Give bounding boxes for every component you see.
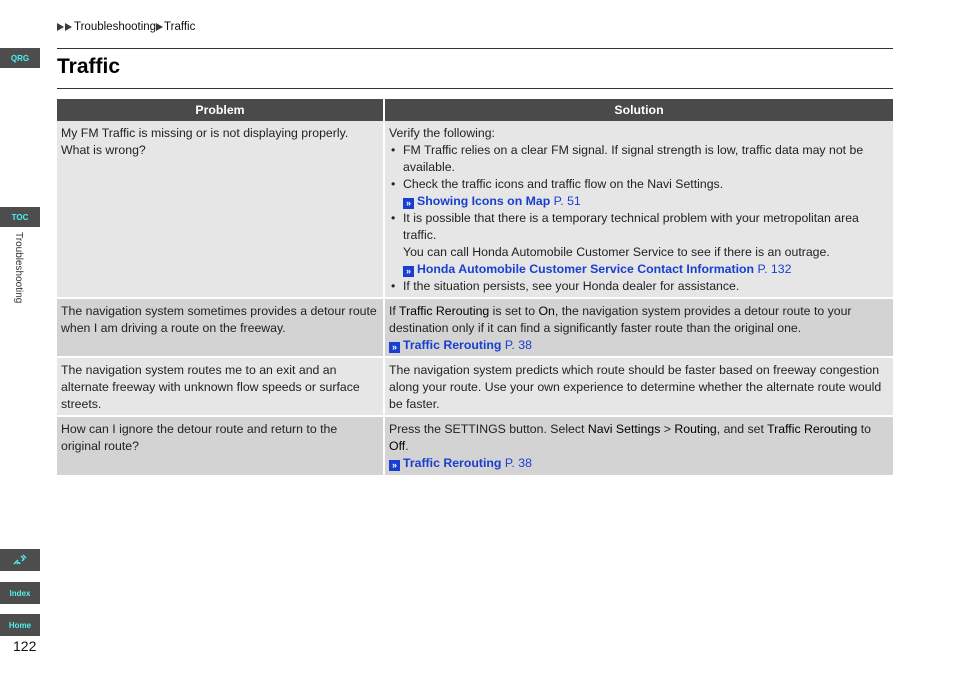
table-row [57, 415, 893, 475]
table-row [57, 121, 893, 297]
section-label: Troubleshooting [13, 232, 24, 304]
solution-note: You can call Honda Automobile Customer Service to see if there is an outrage. [403, 245, 830, 259]
breadcrumb-arrow-icon [156, 23, 163, 31]
problem-cell: My FM Traffic is missing or is not displaying properly. What is wrong? [57, 121, 385, 297]
problem-cell: How can I ignore the detour route and return to the original route? [57, 415, 385, 475]
breadcrumb-item-troubleshooting[interactable]: Troubleshooting [74, 21, 157, 33]
toc-tab[interactable]: TOC [0, 207, 40, 227]
problem-cell: The navigation system sometimes provides a detour route when I am driving a route on the freeway. [57, 297, 385, 356]
title-top-rule [57, 48, 893, 49]
reference-arrow-icon: » [389, 460, 400, 471]
solution-bullet: • It is possible that there is a temporary technical problem with your metropolitan area traffic. [389, 210, 888, 244]
problem-cell: The navigation system routes me to an exit and an alternate freeway with unknown flow speeds or surface streets. [57, 356, 385, 415]
solution-bullet: • If the situation persists, see your Honda dealer for assistance. [389, 278, 888, 295]
troubleshooting-table [57, 99, 893, 475]
solution-cell: The navigation system predicts which route should be faster based on freeway congestion along your route. Use your own experience to determine whether the alternate route would be faster. [385, 356, 893, 415]
solution-bullet: • Check the traffic icons and traffic flow on the Navi Settings. [389, 176, 888, 193]
title-bottom-rule [57, 88, 893, 89]
cross-reference-link[interactable]: » Honda Automobile Customer Service Contact Information P. 132 [389, 261, 888, 278]
voice-command-button[interactable] [0, 549, 40, 571]
qrg-tab[interactable]: QRG [0, 48, 40, 68]
solution-text: If Traffic Rerouting is set to On, the navigation system provides a detour route to your destination only if it can find a significantly faster route than the original one. [389, 304, 852, 335]
solution-cell [385, 297, 893, 356]
breadcrumb-arrow-icon [57, 23, 64, 31]
solution-cell [385, 121, 893, 297]
table-header-row [57, 99, 893, 121]
header-solution: Solution [385, 99, 893, 121]
voice-command-icon [12, 553, 28, 567]
breadcrumb [57, 21, 195, 33]
page-number: 122 [13, 638, 37, 654]
reference-arrow-icon: » [403, 198, 414, 209]
cross-reference-link[interactable]: » Traffic Rerouting P. 38 [389, 337, 888, 354]
cross-reference-link[interactable]: » Showing Icons on Map P. 51 [389, 193, 888, 210]
solution-text: Press the SETTINGS button. Select Navi Settings > Routing, and set Traffic Rerouting to Off. [389, 422, 872, 453]
table-row [57, 356, 893, 415]
page-title: Traffic [57, 55, 121, 78]
solution-intro: Verify the following: [389, 126, 495, 140]
breadcrumb-item-traffic: Traffic [164, 21, 196, 33]
home-tab[interactable]: Home [0, 614, 40, 636]
index-tab[interactable]: Index [0, 582, 40, 604]
reference-arrow-icon: » [403, 266, 414, 277]
solution-cell [385, 415, 893, 475]
breadcrumb-arrow-icon [65, 23, 72, 31]
reference-arrow-icon: » [389, 342, 400, 353]
table-row [57, 297, 893, 356]
cross-reference-link[interactable]: » Traffic Rerouting P. 38 [389, 455, 888, 472]
header-problem: Problem [57, 99, 385, 121]
solution-bullet: • FM Traffic relies on a clear FM signal. If signal strength is low, traffic data may not be available. [389, 142, 888, 176]
